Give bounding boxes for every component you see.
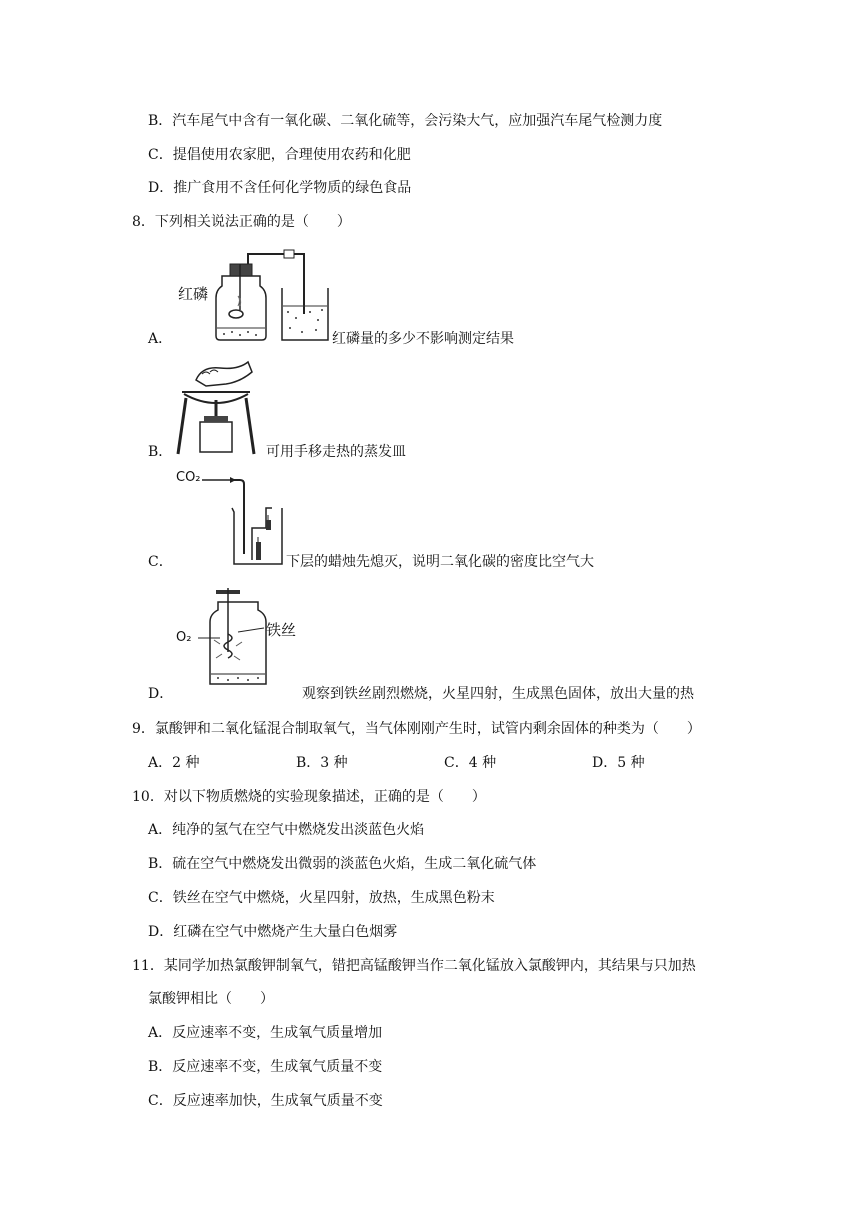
o2-label: O₂: [176, 630, 192, 645]
q8-option-b-label: B．: [148, 444, 173, 460]
figure-iron-wire-oxygen: [176, 588, 306, 688]
q11-option-b: B．反应速率不变，生成氧气质量不变: [148, 1059, 383, 1075]
q7-option-d: D．推广食用不含任何化学物质的绿色食品: [148, 180, 412, 196]
iron-wire-label: 铁丝: [266, 621, 297, 639]
q11-stem-line1: 11．某同学加热氯酸钾制氧气，错把高锰酸钾当作二氧化锰放入氯酸钾内，其结果与只加热: [132, 958, 696, 974]
q8-option-c-label: C．: [148, 554, 173, 570]
q7-option-c: C．提倡使用农家肥，合理使用农药和化肥: [148, 147, 411, 163]
figure-evaporating-dish-hand: [176, 358, 256, 458]
figure-co2-candles: [176, 468, 286, 568]
q10-option-a: A．纯净的氢气在空气中燃烧发出淡蓝色火焰: [148, 822, 425, 838]
q10-option-b: B．硫在空气中燃烧发出微弱的淡蓝色火焰，生成二氧化硫气体: [148, 856, 537, 872]
red-phosphorus-label: 红磷: [178, 285, 209, 303]
q8-option-b-text: 可用手移走热的蒸发皿: [266, 444, 406, 460]
q7-option-b: B．汽车尾气中含有一氧化碳、二氧化硫等，会污染大气，应加强汽车尾气检测力度: [148, 113, 663, 129]
q8-option-a-label: A．: [148, 331, 173, 347]
q11-option-c: C．反应速率加快，生成氧气质量不变: [148, 1093, 383, 1109]
q8-option-a-text: 红磷量的多少不影响测定结果: [332, 331, 514, 347]
figure-red-phosphorus-apparatus: [170, 248, 330, 348]
q9-stem: 9．氯酸钾和二氧化锰混合制取氧气，当气体刚刚产生时，试管内剩余固体的种类为（ ）: [132, 721, 701, 737]
co2-label: CO₂: [176, 470, 201, 485]
q10-option-d: D．红磷在空气中燃烧产生大量白色烟雾: [148, 924, 398, 940]
q10-option-c: C．铁丝在空气中燃烧，火星四射，放热，生成黑色粉末: [148, 890, 495, 906]
q9-option-b: B．3 种: [296, 755, 348, 771]
q8-option-d-text: 观察到铁丝剧烈燃烧，火星四射，生成黑色固体，放出大量的热: [302, 686, 694, 702]
q9-option-a: A．2 种: [148, 755, 200, 771]
q8-option-d-label: D．: [148, 686, 174, 702]
q8-option-c-text: 下层的蜡烛先熄灭，说明二氧化碳的密度比空气大: [286, 554, 594, 570]
q9-option-c: C．4 种: [444, 755, 497, 771]
q11-stem-line2: 氯酸钾相比（ ）: [148, 991, 274, 1007]
q9-option-d: D．5 种: [592, 755, 645, 771]
q8-stem: 8．下列相关说法正确的是（ ）: [132, 214, 351, 230]
q10-stem: 10．对以下物质燃烧的实验现象描述，正确的是（ ）: [132, 789, 486, 805]
q11-option-a: A．反应速率不变，生成氧气质量增加: [148, 1025, 383, 1041]
